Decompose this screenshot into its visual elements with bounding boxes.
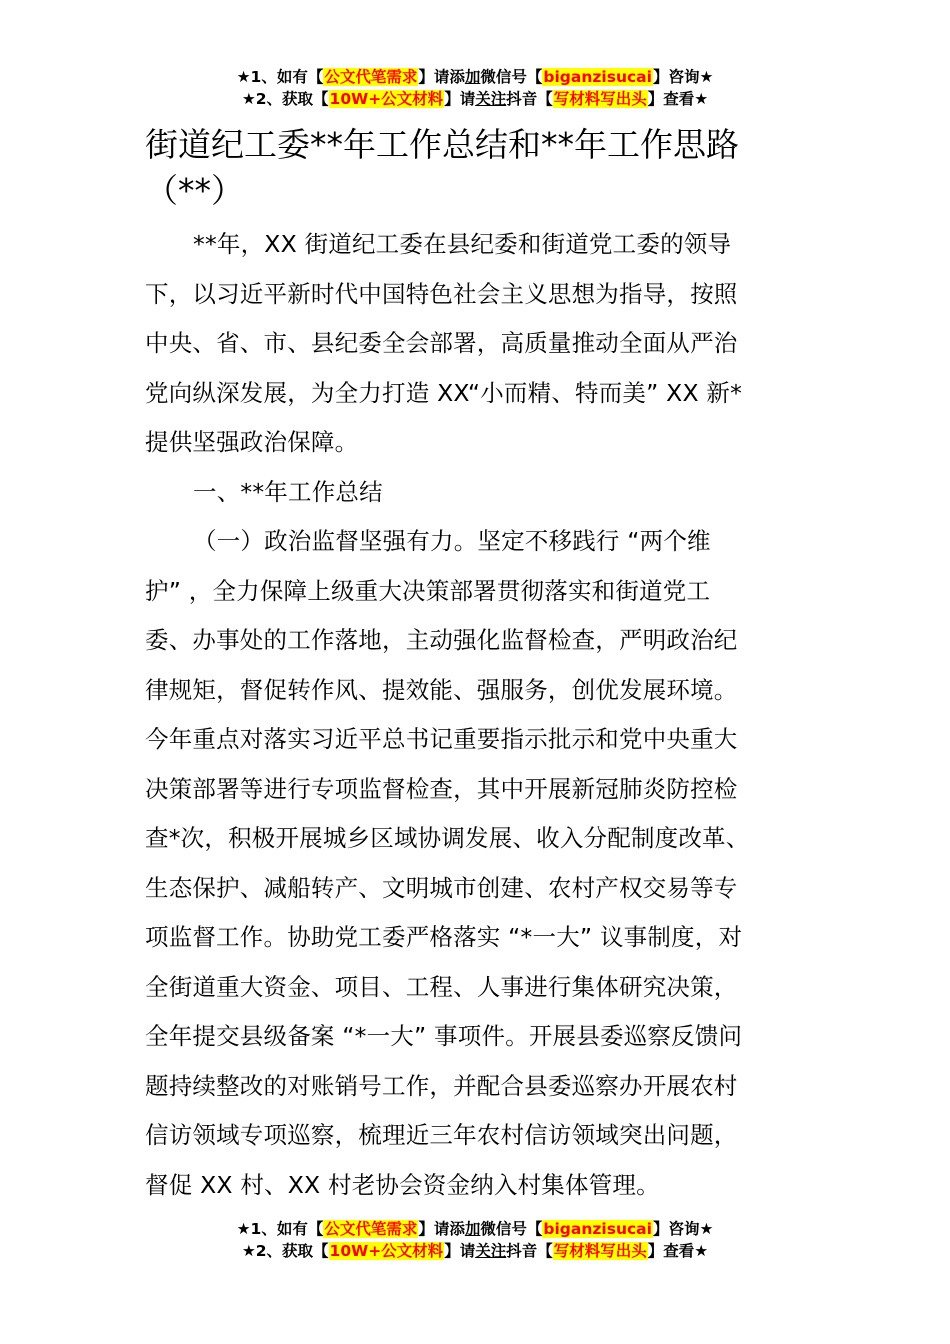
banner-text: 】请添 [418,68,465,86]
banner-underlined-text: 加 [464,68,481,86]
douyin-id-highlight: 写材料写出头 [553,1242,647,1260]
body-line: **年，XX 街道纪工委在县纪委和街道党工委的领导 [193,230,732,258]
body-line: 决策部署等进行专项监督检查，其中开展新冠肺炎防控检 [145,774,738,803]
body-line: 题持续整改的对账销号工作，并配合县委巡察办开展农村 [145,1071,738,1100]
body-line: （一）政治监督坚强有力。坚定不移践行 “两个维 [193,527,711,555]
document-body [145,220,825,1210]
section-heading: 一、**年工作总结 [193,477,383,506]
banner-text: ★2、获取【 [241,1242,329,1260]
banner-highlight: 10W+公文材料 [329,1242,444,1260]
body-line: 今年重点对落实习近平总书记重要指示批示和党中央重大 [145,725,738,753]
top-banner [0,66,950,110]
banner-text: 】查看★ [647,1242,709,1260]
body-line: 信访领域专项巡察，梳理近三年农村信访领域突出问题， [145,1121,738,1149]
body-line: 生态保护、减船转产、文明城市创建、农村产权交易等专 [145,873,738,902]
body-line: 下，以习近平新时代中国特色社会主义思想为指导，按照 [145,279,738,308]
banner-highlight: 公文代笔需求 [324,68,418,86]
bottom-banner [0,1218,950,1262]
banner-highlight: 公文代笔需求 [324,1220,418,1238]
banner-line-1 [0,66,950,88]
banner-underlined-text: 关注 [475,1242,507,1260]
body-line: 律规矩，督促转作风、提效能、强服务，创优发展环境。 [145,675,738,704]
banner-text: 】请 [444,90,476,108]
document-subtitle: （**） [145,171,244,210]
banner-text: ★1、如有【 [236,68,324,86]
banner-line-1 [0,1218,950,1240]
banner-text: 微信号【 [480,68,543,86]
wechat-id-highlight: biganzisucai [543,1220,652,1238]
banner-text: ★2、获取【 [241,90,329,108]
body-line: 提供坚强政治保障。 [145,428,359,456]
document-title: 街道纪工委**年工作总结和**年工作思路 [145,125,739,164]
banner-line-2 [0,88,950,110]
banner-text: ★1、如有【 [236,1220,324,1238]
banner-text: 】咨询★ [652,1220,714,1238]
banner-text: 】请添 [418,1220,465,1238]
body-line: 全街道重大资金、项目、工程、人事进行集体研究决策， [145,972,738,1001]
body-line: 查*次，积极开展城乡区域协调发展、收入分配制度改革、 [145,824,750,852]
banner-text: 抖音【 [506,90,553,108]
body-line: 委、办事处的工作落地，主动强化监督检查，严明政治纪 [145,626,738,654]
body-line: 党向纵深发展，为全力打造 XX“小而精、特而美” XX 新* [145,378,743,407]
body-line: 督促 XX 村、XX 村老协会资金纳入村集体管理。 [145,1170,660,1199]
banner-text: 】查看★ [647,90,709,108]
body-line: 护” ，全力保障上级重大决策部署贯彻落实和街道党工 [145,576,711,605]
body-line: 中央、省、市、县纪委全会部署，高质量推动全面从严治 [145,329,738,357]
body-line: 项监督工作。协助党工委严格落实 “*一大” 议事制度，对 [145,923,743,951]
body-line: 全年提交县级备案 “*一大” 事项件。开展县委巡察反馈问 [145,1022,743,1050]
banner-text: 】请 [444,1242,476,1260]
banner-text: 抖音【 [506,1242,553,1260]
banner-text: 】咨询★ [652,68,714,86]
wechat-id-highlight: biganzisucai [543,68,652,86]
banner-text: 微信号【 [480,1220,543,1238]
banner-line-2 [0,1240,950,1262]
banner-underlined-text: 关注 [475,90,507,108]
banner-highlight: 10W+公文材料 [329,90,444,108]
douyin-id-highlight: 写材料写出头 [553,90,647,108]
banner-underlined-text: 加 [464,1220,481,1238]
